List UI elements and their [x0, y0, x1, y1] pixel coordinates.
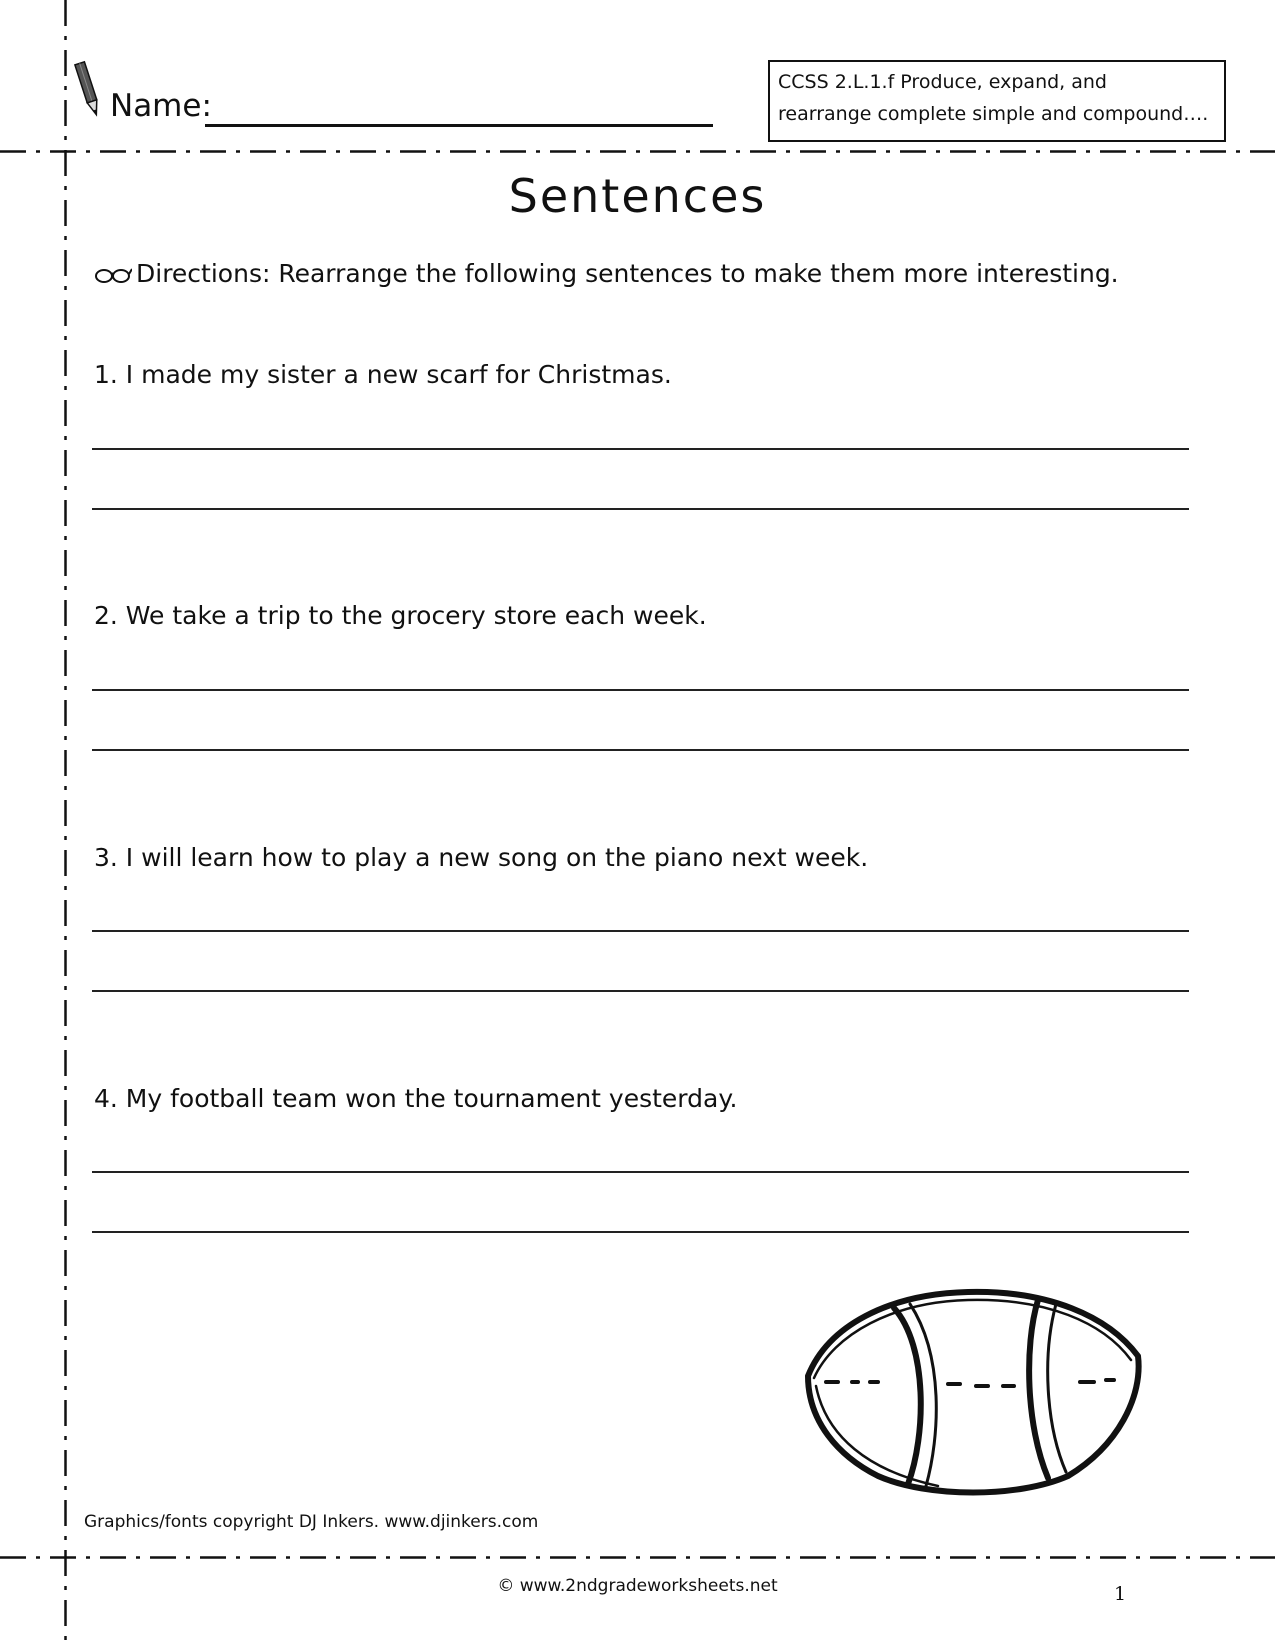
question-4: 4. My football team won the tournament yesterday. — [94, 1084, 738, 1113]
graphics-credit: Graphics/fonts copyright DJ Inkers. www.djinkers.com — [84, 1512, 539, 1532]
question-1: 1. I made my sister a new scarf for Christmas. — [94, 360, 672, 389]
website-credit: © www.2ndgradeworksheets.net — [497, 1576, 778, 1596]
question-2: 2. We take a trip to the grocery store each week. — [94, 601, 707, 630]
bottom-border-dashdot — [0, 1556, 1275, 1559]
glasses-icon — [94, 266, 132, 284]
football-image — [798, 1286, 1146, 1500]
standard-box: CCSS 2.L.1.f Produce, expand, and rearrange complete simple and compound…. — [768, 60, 1226, 142]
top-border-dashdot — [0, 150, 1275, 153]
name-label: Name: — [110, 88, 212, 124]
answer-line-2a[interactable] — [92, 689, 1189, 691]
page-title: Sentences — [508, 169, 767, 223]
directions-text: Directions: Rearrange the following sentences to make them more interesting. — [136, 259, 1119, 288]
answer-line-2b[interactable] — [92, 749, 1189, 751]
answer-line-4b[interactable] — [92, 1231, 1189, 1233]
answer-line-3b[interactable] — [92, 990, 1189, 992]
answer-line-3a[interactable] — [92, 930, 1189, 932]
question-3: 3. I will learn how to play a new song on the piano next week. — [94, 843, 869, 872]
answer-line-1a[interactable] — [92, 448, 1189, 450]
name-field-line[interactable] — [205, 124, 713, 127]
page-number: 1 — [1114, 1583, 1127, 1605]
answer-line-4a[interactable] — [92, 1171, 1189, 1173]
pencil-icon — [74, 58, 102, 120]
answer-line-1b[interactable] — [92, 508, 1189, 510]
left-border-dashdot — [64, 0, 67, 1650]
